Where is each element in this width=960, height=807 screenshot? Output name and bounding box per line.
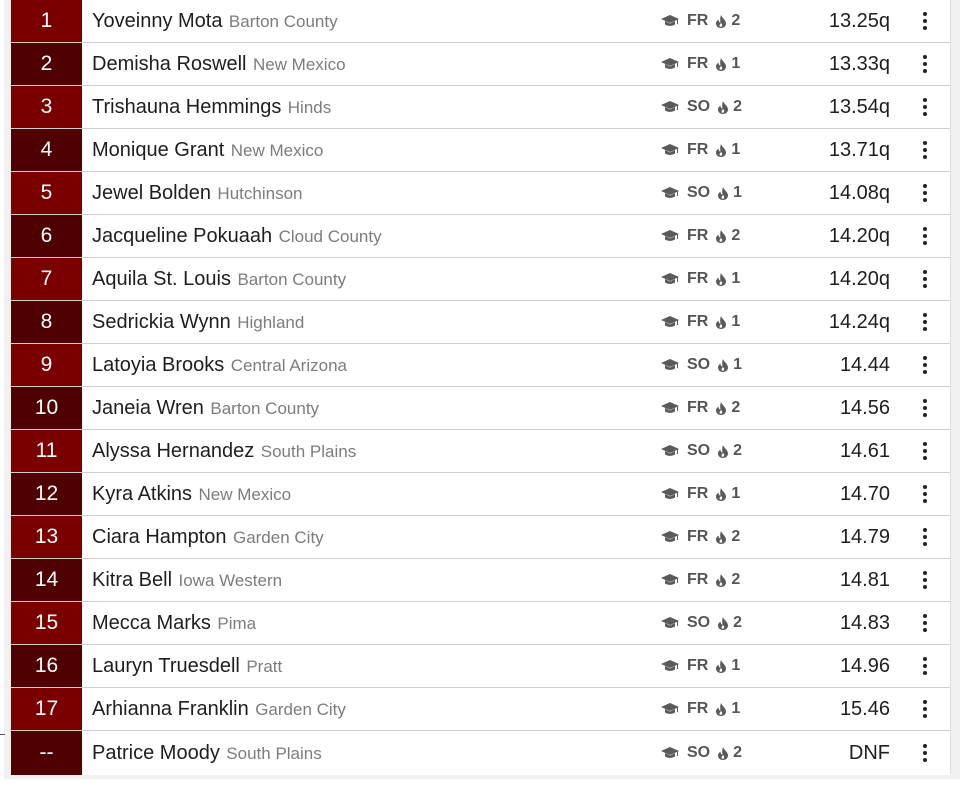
place-cell: 3 xyxy=(11,86,82,128)
place-cell: 15 xyxy=(11,602,82,644)
athlete-name[interactable]: Kyra Atkins xyxy=(92,482,193,505)
graduation-cap-icon xyxy=(661,187,679,199)
heat-number: 1 xyxy=(731,141,741,158)
place-cell: 17 xyxy=(11,688,82,730)
result-row[interactable] xyxy=(11,602,950,645)
athlete-meta xyxy=(661,731,742,775)
athlete-cell xyxy=(82,268,950,291)
athlete-name[interactable]: Latoyia Brooks xyxy=(92,353,225,376)
team-name[interactable]: Pratt xyxy=(246,656,283,676)
class-year: SO xyxy=(687,98,711,115)
place-cell: 8 xyxy=(11,301,82,343)
result-row[interactable] xyxy=(11,430,950,473)
heat-number: 1 xyxy=(733,356,743,373)
flame-icon xyxy=(716,144,726,157)
more-vertical-icon-dot xyxy=(923,671,927,675)
result-row[interactable] xyxy=(11,516,950,559)
class-year: SO xyxy=(687,614,711,631)
flame-icon xyxy=(718,187,728,200)
place-cell: 11 xyxy=(11,430,82,472)
more-vertical-icon-dot xyxy=(923,356,927,360)
flame-icon xyxy=(716,316,726,329)
team-name[interactable]: Highland xyxy=(237,312,305,332)
more-options-button[interactable] xyxy=(918,344,932,386)
athlete-meta xyxy=(661,602,742,644)
result-mark: 14.81 xyxy=(839,568,890,591)
result-row[interactable] xyxy=(11,688,950,731)
more-vertical-icon-dot xyxy=(923,184,927,188)
result-mark: 14.83 xyxy=(839,611,890,634)
more-options-button[interactable] xyxy=(918,129,932,171)
class-year: FR xyxy=(687,12,709,29)
athlete-name[interactable]: Arhianna Franklin xyxy=(92,697,249,720)
more-vertical-icon-dot xyxy=(923,55,927,59)
place-cell: 14 xyxy=(11,559,82,601)
more-vertical-icon-dot xyxy=(923,456,927,460)
flame-icon xyxy=(716,402,726,415)
result-mark: 14.20q xyxy=(828,267,890,290)
flame-icon xyxy=(716,58,726,71)
athlete-meta xyxy=(661,86,742,128)
graduation-cap-icon xyxy=(661,617,679,629)
athlete-meta xyxy=(661,172,742,214)
more-vertical-icon-dot xyxy=(923,485,927,489)
result-mark: 14.20q xyxy=(828,224,890,247)
team-name[interactable]: Cloud County xyxy=(278,226,382,246)
more-vertical-icon-dot xyxy=(923,751,927,755)
place-cell: 1 xyxy=(11,0,82,42)
flame-icon xyxy=(718,101,728,114)
more-vertical-icon-dot xyxy=(923,628,927,632)
result-mark: 15.46 xyxy=(839,697,890,720)
result-mark: 13.25q xyxy=(828,9,890,32)
result-row[interactable] xyxy=(11,344,950,387)
class-year: FR xyxy=(687,270,709,287)
athlete-meta xyxy=(661,129,740,171)
athlete-name[interactable]: Jewel Bolden xyxy=(92,181,211,204)
graduation-cap-icon xyxy=(661,144,679,156)
more-vertical-icon-dot xyxy=(923,449,927,453)
more-options-button[interactable] xyxy=(918,731,932,775)
place-cell: 12 xyxy=(11,473,82,515)
heat-number: 2 xyxy=(731,227,741,244)
flame-icon xyxy=(716,488,726,501)
more-vertical-icon-dot xyxy=(923,69,927,73)
result-row[interactable] xyxy=(11,473,950,516)
flame-icon xyxy=(718,445,728,458)
more-vertical-icon-dot xyxy=(923,578,927,582)
place-cell: 16 xyxy=(11,645,82,687)
athlete-name[interactable]: Sedrickia Wynn xyxy=(92,310,231,333)
more-options-button[interactable] xyxy=(918,43,932,85)
athlete-cell xyxy=(82,225,950,248)
place-cell: 2 xyxy=(11,43,82,85)
more-vertical-icon-dot xyxy=(923,714,927,718)
more-vertical-icon-dot xyxy=(923,284,927,288)
heat-number: 2 xyxy=(733,744,743,761)
athlete-name[interactable]: Demisha Roswell xyxy=(92,52,247,75)
athlete-cell xyxy=(82,655,950,678)
athlete-cell xyxy=(82,569,950,592)
more-vertical-icon-dot xyxy=(923,758,927,762)
athlete-cell xyxy=(82,397,950,420)
more-vertical-icon-dot xyxy=(923,12,927,16)
place-cell: 9 xyxy=(11,344,82,386)
result-row[interactable] xyxy=(11,731,950,775)
more-vertical-icon-dot xyxy=(923,657,927,661)
class-year: FR xyxy=(687,55,709,72)
heat-number: 1 xyxy=(731,485,741,502)
heat-number: 1 xyxy=(731,270,741,287)
result-row[interactable] xyxy=(11,129,950,172)
class-year: FR xyxy=(687,399,709,416)
graduation-cap-icon xyxy=(661,101,679,113)
more-vertical-icon-dot xyxy=(923,112,927,116)
athlete-name[interactable]: Janeia Wren xyxy=(92,396,204,419)
more-vertical-icon-dot xyxy=(923,155,927,159)
result-row[interactable] xyxy=(11,301,950,344)
more-vertical-icon-dot xyxy=(923,614,927,618)
athlete-meta xyxy=(661,473,740,515)
more-vertical-icon-dot xyxy=(923,528,927,532)
class-year: FR xyxy=(687,700,709,717)
graduation-cap-icon xyxy=(661,402,679,414)
heat-number: 2 xyxy=(733,442,743,459)
athlete-cell xyxy=(82,96,950,119)
more-vertical-icon-dot xyxy=(923,535,927,539)
graduation-cap-icon xyxy=(661,273,679,285)
result-row[interactable] xyxy=(11,387,950,430)
more-vertical-icon-dot xyxy=(923,198,927,202)
more-options-button[interactable] xyxy=(918,473,932,515)
athlete-cell xyxy=(82,698,950,721)
graduation-cap-icon xyxy=(661,488,679,500)
more-vertical-icon-dot xyxy=(923,320,927,324)
athlete-name[interactable]: Monique Grant xyxy=(92,138,225,161)
more-vertical-icon-dot xyxy=(923,492,927,496)
heat-number: 1 xyxy=(731,55,741,72)
team-name[interactable]: Hutchinson xyxy=(217,183,303,203)
graduation-cap-icon xyxy=(661,574,679,586)
result-row[interactable] xyxy=(11,172,950,215)
athlete-cell xyxy=(82,440,950,463)
more-vertical-icon-dot xyxy=(923,241,927,245)
heat-number: 2 xyxy=(733,98,743,115)
team-name[interactable]: South Plains xyxy=(260,441,357,461)
graduation-cap-icon xyxy=(661,747,679,759)
place-cell: 7 xyxy=(11,258,82,300)
more-options-button[interactable] xyxy=(918,430,932,472)
place-cell: 10 xyxy=(11,387,82,429)
result-row[interactable] xyxy=(11,559,950,602)
class-year: FR xyxy=(687,141,709,158)
heat-number: 1 xyxy=(731,313,741,330)
more-vertical-icon-dot xyxy=(923,19,927,23)
athlete-meta xyxy=(661,387,740,429)
class-year: SO xyxy=(687,356,711,373)
result-mark: 13.33q xyxy=(828,52,890,75)
class-year: FR xyxy=(687,528,709,545)
more-vertical-icon-dot xyxy=(923,585,927,589)
graduation-cap-icon xyxy=(661,230,679,242)
result-row[interactable] xyxy=(11,86,950,129)
graduation-cap-icon xyxy=(661,445,679,457)
team-name[interactable]: Garden City xyxy=(232,527,324,547)
athlete-cell xyxy=(82,10,950,33)
more-vertical-icon-dot xyxy=(923,26,927,30)
athlete-name[interactable]: Alyssa Hernandez xyxy=(92,439,255,462)
athlete-meta xyxy=(661,215,740,257)
team-name[interactable]: Iowa Western xyxy=(178,570,283,590)
team-name[interactable]: New Mexico xyxy=(230,140,324,160)
more-options-button[interactable] xyxy=(918,559,932,601)
place-cell: 4 xyxy=(11,129,82,171)
class-year: SO xyxy=(687,184,711,201)
athlete-name[interactable]: Trishauna Hemmings xyxy=(92,95,282,118)
result-mark: 14.44 xyxy=(839,353,890,376)
result-mark: 13.54q xyxy=(828,95,890,118)
athlete-meta xyxy=(661,516,740,558)
class-year: FR xyxy=(687,227,709,244)
more-vertical-icon-dot xyxy=(923,227,927,231)
flame-icon xyxy=(716,703,726,716)
athlete-name[interactable]: Aquila St. Louis xyxy=(92,267,231,290)
athlete-cell xyxy=(82,612,950,635)
more-vertical-icon-dot xyxy=(923,413,927,417)
more-vertical-icon-dot xyxy=(923,406,927,410)
athlete-name[interactable]: Kitra Bell xyxy=(92,568,173,591)
heat-number: 1 xyxy=(731,700,741,717)
team-name[interactable]: Barton County xyxy=(210,398,320,418)
more-options-button[interactable] xyxy=(918,301,932,343)
edge-tick-mark xyxy=(0,734,5,735)
graduation-cap-icon xyxy=(661,660,679,672)
athlete-name[interactable]: Jacqueline Pokuaah xyxy=(92,224,273,247)
result-mark: 13.71q xyxy=(828,138,890,161)
more-vertical-icon-dot xyxy=(923,442,927,446)
more-options-button[interactable] xyxy=(918,602,932,644)
flame-icon xyxy=(716,660,726,673)
team-name[interactable]: Barton County xyxy=(228,11,338,31)
athlete-meta xyxy=(661,301,740,343)
class-year: FR xyxy=(687,571,709,588)
athlete-cell xyxy=(82,526,950,549)
athlete-meta xyxy=(661,258,740,300)
result-row[interactable] xyxy=(11,0,950,43)
more-options-button[interactable] xyxy=(918,215,932,257)
more-vertical-icon-dot xyxy=(923,191,927,195)
more-vertical-icon-dot xyxy=(923,621,927,625)
class-year: FR xyxy=(687,313,709,330)
results-table xyxy=(11,0,951,774)
heat-number: 1 xyxy=(733,184,743,201)
more-vertical-icon-dot xyxy=(923,370,927,374)
heat-number: 2 xyxy=(731,399,741,416)
athlete-meta xyxy=(661,344,742,386)
athlete-meta xyxy=(661,0,740,42)
more-vertical-icon-dot xyxy=(923,234,927,238)
heat-number: 1 xyxy=(731,657,741,674)
result-mark: 14.70 xyxy=(839,482,890,505)
flame-icon xyxy=(716,273,726,286)
result-mark: 14.96 xyxy=(839,654,890,677)
result-mark: 14.61 xyxy=(839,439,890,462)
team-name[interactable]: New Mexico xyxy=(252,54,346,74)
athlete-meta xyxy=(661,645,740,687)
more-vertical-icon-dot xyxy=(923,327,927,331)
heat-number: 2 xyxy=(733,614,743,631)
more-vertical-icon-dot xyxy=(923,148,927,152)
athlete-name[interactable]: Mecca Marks xyxy=(92,611,211,634)
athlete-name[interactable]: Ciara Hampton xyxy=(92,525,227,548)
team-name[interactable]: New Mexico xyxy=(198,484,292,504)
class-year: SO xyxy=(687,442,711,459)
more-vertical-icon-dot xyxy=(923,98,927,102)
place-cell: 13 xyxy=(11,516,82,558)
more-options-button[interactable] xyxy=(918,387,932,429)
athlete-cell xyxy=(82,53,950,76)
athlete-cell xyxy=(82,742,950,765)
team-name[interactable]: South Plains xyxy=(226,743,322,763)
more-options-button[interactable] xyxy=(918,86,932,128)
graduation-cap-icon xyxy=(661,359,679,371)
result-row[interactable] xyxy=(11,215,950,258)
place-cell: -- xyxy=(11,731,82,775)
flame-icon xyxy=(718,359,728,372)
graduation-cap-icon xyxy=(661,58,679,70)
more-options-button[interactable] xyxy=(918,688,932,730)
flame-icon xyxy=(716,531,726,544)
team-name[interactable]: Central Arizona xyxy=(230,355,347,375)
athlete-meta xyxy=(661,559,740,601)
more-vertical-icon-dot xyxy=(923,542,927,546)
result-row[interactable] xyxy=(11,645,950,688)
more-vertical-icon-dot xyxy=(923,105,927,109)
more-vertical-icon-dot xyxy=(923,664,927,668)
more-vertical-icon-dot xyxy=(923,399,927,403)
team-name[interactable]: Barton County xyxy=(237,269,347,289)
more-options-button[interactable] xyxy=(918,258,932,300)
more-vertical-icon-dot xyxy=(923,707,927,711)
class-year: SO xyxy=(687,744,711,761)
flame-icon xyxy=(716,230,726,243)
more-vertical-icon-dot xyxy=(923,141,927,145)
result-row[interactable] xyxy=(11,43,950,86)
result-mark: DNF xyxy=(848,741,890,764)
more-options-button[interactable] xyxy=(918,516,932,558)
flame-icon xyxy=(718,747,728,760)
athlete-cell xyxy=(82,139,950,162)
athlete-name[interactable]: Patrice Moody xyxy=(92,741,220,764)
result-mark: 14.56 xyxy=(839,396,890,419)
athlete-cell xyxy=(82,311,950,334)
athlete-cell xyxy=(82,483,950,506)
more-vertical-icon-dot xyxy=(923,313,927,317)
athlete-name[interactable]: Yoveinny Mota xyxy=(92,9,223,32)
athlete-meta xyxy=(661,43,740,85)
flame-icon xyxy=(716,574,726,587)
heat-number: 2 xyxy=(731,528,741,545)
result-mark: 14.79 xyxy=(839,525,890,548)
place-cell: 5 xyxy=(11,172,82,214)
flame-icon xyxy=(718,617,728,630)
athlete-meta xyxy=(661,430,742,472)
athlete-name[interactable]: Lauryn Truesdell xyxy=(92,654,240,677)
more-vertical-icon-dot xyxy=(923,571,927,575)
more-vertical-icon-dot xyxy=(923,700,927,704)
more-vertical-icon-dot xyxy=(923,744,927,748)
graduation-cap-icon xyxy=(661,703,679,715)
more-vertical-icon-dot xyxy=(923,62,927,66)
result-row[interactable] xyxy=(11,258,950,301)
graduation-cap-icon xyxy=(661,531,679,543)
more-vertical-icon-dot xyxy=(923,499,927,503)
athlete-cell xyxy=(82,182,950,205)
more-options-button[interactable] xyxy=(918,172,932,214)
athlete-meta xyxy=(661,688,740,730)
place-cell: 6 xyxy=(11,215,82,257)
more-options-button[interactable] xyxy=(918,645,932,687)
more-vertical-icon-dot xyxy=(923,277,927,281)
heat-number: 2 xyxy=(731,571,741,588)
class-year: FR xyxy=(687,657,709,674)
result-mark: 14.24q xyxy=(828,310,890,333)
more-vertical-icon-dot xyxy=(923,270,927,274)
graduation-cap-icon xyxy=(661,316,679,328)
more-options-button[interactable] xyxy=(918,0,932,42)
flame-icon xyxy=(716,15,726,28)
team-name[interactable]: Hinds xyxy=(287,97,332,117)
class-year: FR xyxy=(687,485,709,502)
athlete-cell xyxy=(82,354,950,377)
team-name[interactable]: Pima xyxy=(217,613,257,633)
team-name[interactable]: Garden City xyxy=(255,699,346,719)
more-vertical-icon-dot xyxy=(923,363,927,367)
result-mark: 14.08q xyxy=(828,181,890,204)
heat-number: 2 xyxy=(731,12,741,29)
graduation-cap-icon xyxy=(661,15,679,27)
